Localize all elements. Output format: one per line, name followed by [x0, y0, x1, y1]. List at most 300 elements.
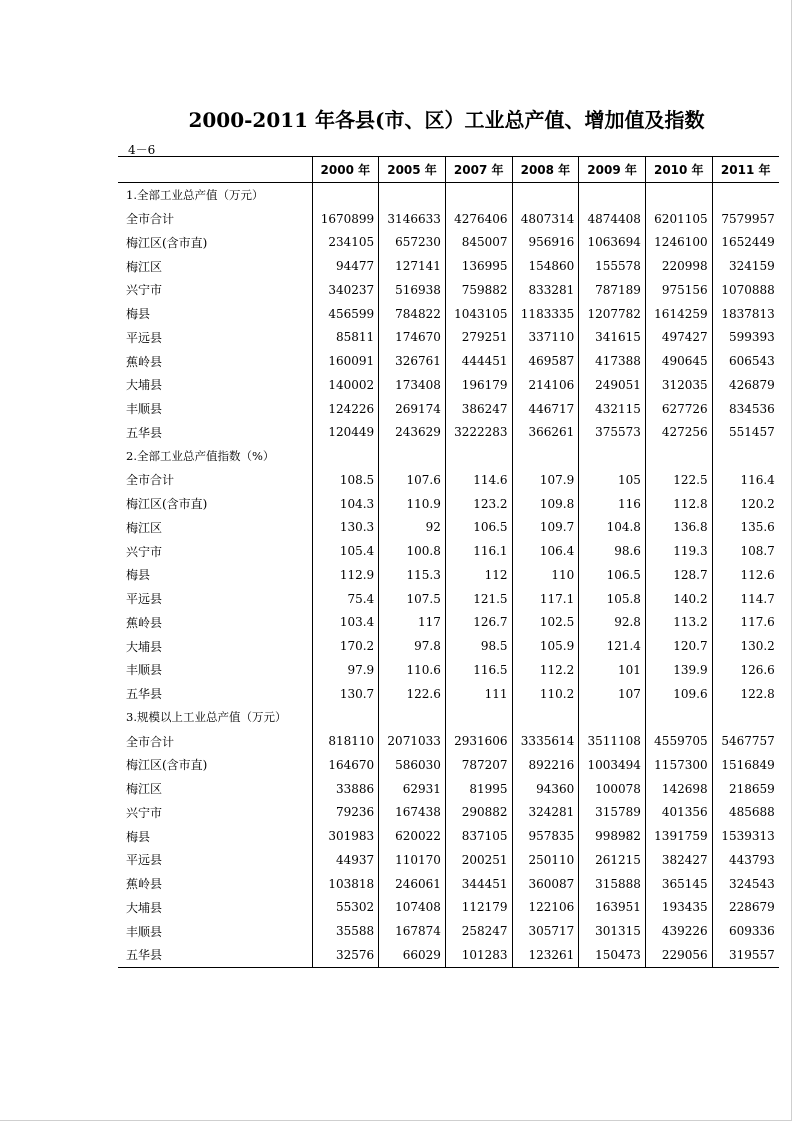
value-cell: 326761: [379, 349, 446, 373]
value-cell: 3511108: [579, 729, 646, 753]
header-year-cell: 2011 年: [712, 157, 779, 183]
empty-cell: [379, 444, 446, 468]
row-label: 梅县: [126, 307, 151, 322]
row-label: 梅江区: [126, 259, 163, 274]
value-cell: 110.9: [379, 492, 446, 516]
row-label: 大埔县: [126, 639, 163, 654]
table-row: [118, 231, 779, 255]
value-cell: 33886: [312, 777, 379, 801]
value-cell: 220998: [645, 254, 712, 278]
row-label: 梅江区(含市直): [126, 758, 208, 773]
value-cell: 121.5: [445, 587, 512, 611]
value-cell: 139.9: [645, 658, 712, 682]
empty-cell: [379, 706, 446, 730]
value-cell: 7579957: [712, 207, 779, 231]
value-cell: 55302: [312, 896, 379, 920]
value-cell: 243629: [379, 421, 446, 445]
value-cell: 4276406: [445, 207, 512, 231]
value-cell: 128.7: [645, 563, 712, 587]
value-cell: 167438: [379, 801, 446, 825]
value-cell: 100.8: [379, 539, 446, 563]
value-cell: 140002: [312, 373, 379, 397]
value-cell: 112.2: [512, 658, 579, 682]
value-cell: 97.9: [312, 658, 379, 682]
row-label: 丰顺县: [126, 924, 163, 939]
value-cell: 1207782: [579, 302, 646, 326]
value-cell: 122.5: [645, 468, 712, 492]
section-heading: 3.规模以上工业总产值（万元）: [126, 710, 287, 725]
value-cell: 117.1: [512, 587, 579, 611]
value-cell: 150473: [579, 943, 646, 967]
value-cell: 101: [579, 658, 646, 682]
value-cell: 123261: [512, 943, 579, 967]
empty-cell: [445, 444, 512, 468]
value-cell: 112.9: [312, 563, 379, 587]
value-cell: 324543: [712, 872, 779, 896]
value-cell: 417388: [579, 349, 646, 373]
value-cell: 170.2: [312, 634, 379, 658]
value-cell: 97.8: [379, 634, 446, 658]
value-cell: 386247: [445, 397, 512, 421]
value-cell: 234105: [312, 231, 379, 255]
empty-cell: [645, 706, 712, 730]
value-cell: 469587: [512, 349, 579, 373]
value-cell: 787207: [445, 753, 512, 777]
value-cell: 366261: [512, 421, 579, 445]
header-year-cell: 2008 年: [512, 157, 579, 183]
value-cell: 1516849: [712, 753, 779, 777]
table-header: [118, 157, 779, 183]
header-year-cell: 2009 年: [579, 157, 646, 183]
value-cell: 427256: [645, 421, 712, 445]
value-cell: 957835: [512, 824, 579, 848]
empty-cell: [579, 183, 646, 207]
table-row: [118, 349, 779, 373]
value-cell: 5467757: [712, 729, 779, 753]
value-cell: 106.4: [512, 539, 579, 563]
empty-cell: [445, 706, 512, 730]
value-cell: 130.3: [312, 516, 379, 540]
empty-cell: [712, 183, 779, 207]
value-cell: 106.5: [445, 516, 512, 540]
value-cell: 103.4: [312, 611, 379, 635]
value-cell: 109.8: [512, 492, 579, 516]
value-cell: 110.2: [512, 682, 579, 706]
value-cell: 4559705: [645, 729, 712, 753]
table-row: [118, 516, 779, 540]
value-cell: 110170: [379, 848, 446, 872]
header-label-cell: [118, 157, 312, 183]
value-cell: 290882: [445, 801, 512, 825]
row-label: 五华县: [118, 943, 312, 967]
empty-cell: [579, 444, 646, 468]
table-row: [118, 824, 779, 848]
value-cell: 109.7: [512, 516, 579, 540]
row-label: 梅江区(含市直): [126, 497, 208, 512]
row-label: 全市合计: [126, 473, 175, 488]
value-cell: 845007: [445, 231, 512, 255]
table-row: [118, 634, 779, 658]
value-cell: 341615: [579, 326, 646, 350]
table-row: [118, 373, 779, 397]
value-cell: 787189: [579, 278, 646, 302]
value-cell: 1043105: [445, 302, 512, 326]
value-cell: 107408: [379, 896, 446, 920]
value-cell: 107: [579, 682, 646, 706]
value-cell: 490645: [645, 349, 712, 373]
value-cell: 446717: [512, 397, 579, 421]
empty-cell: [312, 183, 379, 207]
value-cell: 360087: [512, 872, 579, 896]
value-cell: 229056: [645, 943, 712, 967]
value-cell: 112179: [445, 896, 512, 920]
value-cell: 109.6: [645, 682, 712, 706]
value-cell: 105: [579, 468, 646, 492]
value-cell: 315789: [579, 801, 646, 825]
value-cell: 112.6: [712, 563, 779, 587]
value-cell: 160091: [312, 349, 379, 373]
value-cell: 1670899: [312, 207, 379, 231]
row-label: 平远县: [126, 853, 163, 868]
value-cell: 837105: [445, 824, 512, 848]
table-row: [118, 848, 779, 872]
value-cell: 784822: [379, 302, 446, 326]
row-label: 全市合计: [126, 212, 175, 227]
value-cell: 119.3: [645, 539, 712, 563]
value-cell: 375573: [579, 421, 646, 445]
value-cell: 108.7: [712, 539, 779, 563]
table-row: [118, 729, 779, 753]
header-year-cell: 2005 年: [379, 157, 446, 183]
empty-cell: [379, 183, 446, 207]
value-cell: 1391759: [645, 824, 712, 848]
value-cell: 975156: [645, 278, 712, 302]
value-cell: 105.8: [579, 587, 646, 611]
value-cell: 324281: [512, 801, 579, 825]
value-cell: 115.3: [379, 563, 446, 587]
value-cell: 200251: [445, 848, 512, 872]
value-cell: 261215: [579, 848, 646, 872]
value-cell: 485688: [712, 801, 779, 825]
table-row: [118, 492, 779, 516]
value-cell: 586030: [379, 753, 446, 777]
value-cell: 163951: [579, 896, 646, 920]
value-cell: 4807314: [512, 207, 579, 231]
table-row: [118, 563, 779, 587]
table-code: 4－6: [128, 143, 156, 157]
value-cell: 136995: [445, 254, 512, 278]
value-cell: 114.6: [445, 468, 512, 492]
value-cell: 1063694: [579, 231, 646, 255]
table-row: [118, 397, 779, 421]
value-cell: 4874408: [579, 207, 646, 231]
value-cell: 107.9: [512, 468, 579, 492]
value-cell: 246061: [379, 872, 446, 896]
value-cell: 62931: [379, 777, 446, 801]
row-label: 蕉岭县: [126, 615, 163, 630]
value-cell: 116.4: [712, 468, 779, 492]
empty-cell: [712, 706, 779, 730]
value-cell: 301983: [312, 824, 379, 848]
value-cell: 120449: [312, 421, 379, 445]
value-cell: 135.6: [712, 516, 779, 540]
value-cell: 140.2: [645, 587, 712, 611]
value-cell: 108.5: [312, 468, 379, 492]
value-cell: 105.4: [312, 539, 379, 563]
value-cell: 130.2: [712, 634, 779, 658]
value-cell: 627726: [645, 397, 712, 421]
value-cell: 142698: [645, 777, 712, 801]
value-cell: 85811: [312, 326, 379, 350]
table-row: [118, 943, 779, 967]
value-cell: 94360: [512, 777, 579, 801]
empty-cell: [512, 183, 579, 207]
value-cell: 127141: [379, 254, 446, 278]
value-cell: 44937: [312, 848, 379, 872]
value-cell: 100078: [579, 777, 646, 801]
header-year-cell: 2007 年: [445, 157, 512, 183]
table-row: [118, 658, 779, 682]
value-cell: 122.6: [379, 682, 446, 706]
value-cell: 1652449: [712, 231, 779, 255]
value-cell: 107.5: [379, 587, 446, 611]
value-cell: 117.6: [712, 611, 779, 635]
value-cell: 1539313: [712, 824, 779, 848]
row-label: 大埔县: [126, 378, 163, 393]
value-cell: 113.2: [645, 611, 712, 635]
table-row: [118, 896, 779, 920]
empty-cell: [579, 706, 646, 730]
row-label: 兴宁市: [126, 544, 163, 559]
value-cell: 324159: [712, 254, 779, 278]
value-cell: 117: [379, 611, 446, 635]
value-cell: 1183335: [512, 302, 579, 326]
value-cell: 834536: [712, 397, 779, 421]
value-cell: 657230: [379, 231, 446, 255]
row-label: 蕉岭县: [126, 354, 163, 369]
row-label: 丰顺县: [126, 402, 163, 417]
row-label: 五华县: [126, 687, 163, 702]
row-label: 梅县: [126, 568, 151, 583]
table-row: [118, 753, 779, 777]
value-cell: 66029: [379, 943, 446, 967]
row-label: 梅江区(含市直): [126, 235, 208, 250]
value-cell: 126.7: [445, 611, 512, 635]
value-cell: 426879: [712, 373, 779, 397]
value-cell: 164670: [312, 753, 379, 777]
value-cell: 497427: [645, 326, 712, 350]
row-label: 全市合计: [126, 734, 175, 749]
empty-cell: [512, 706, 579, 730]
value-cell: 443793: [712, 848, 779, 872]
table-row: [118, 207, 779, 231]
value-cell: 1003494: [579, 753, 646, 777]
value-cell: 401356: [645, 801, 712, 825]
row-label: 平远县: [126, 330, 163, 345]
value-cell: 1070888: [712, 278, 779, 302]
statistics-table: [118, 156, 779, 968]
empty-cell: [445, 183, 512, 207]
table-row: [118, 611, 779, 635]
section-heading: 1.全部工业总产值（万元）: [126, 187, 264, 202]
value-cell: 130.7: [312, 682, 379, 706]
value-cell: 104.8: [579, 516, 646, 540]
value-cell: 121.4: [579, 634, 646, 658]
value-cell: 250110: [512, 848, 579, 872]
value-cell: 101283: [445, 943, 512, 967]
value-cell: 75.4: [312, 587, 379, 611]
value-cell: 340237: [312, 278, 379, 302]
value-cell: 196179: [445, 373, 512, 397]
value-cell: 1837813: [712, 302, 779, 326]
value-cell: 116.1: [445, 539, 512, 563]
value-cell: 382427: [645, 848, 712, 872]
table-row: [118, 468, 779, 492]
row-label: 丰顺县: [126, 663, 163, 678]
table-row: [118, 587, 779, 611]
table-row: [118, 872, 779, 896]
value-cell: 818110: [312, 729, 379, 753]
value-cell: 1614259: [645, 302, 712, 326]
value-cell: 155578: [579, 254, 646, 278]
table-row: [118, 801, 779, 825]
page-title: 2000-2011 年各县(市、区）工业总产值、增加值及指数: [188, 108, 705, 132]
header-year-cell: 2000 年: [312, 157, 379, 183]
section-heading-row: [118, 706, 779, 730]
value-cell: 32576: [312, 943, 379, 967]
value-cell: 258247: [445, 919, 512, 943]
value-cell: 193435: [645, 896, 712, 920]
value-cell: 79236: [312, 801, 379, 825]
value-cell: 154860: [512, 254, 579, 278]
value-cell: 92.8: [579, 611, 646, 635]
value-cell: 120.7: [645, 634, 712, 658]
value-cell: 319557: [712, 943, 779, 967]
value-cell: 112: [445, 563, 512, 587]
value-cell: 116: [579, 492, 646, 516]
table-row: [118, 302, 779, 326]
value-cell: 110: [512, 563, 579, 587]
value-cell: 606543: [712, 349, 779, 373]
table-row: [118, 919, 779, 943]
value-cell: 337110: [512, 326, 579, 350]
row-label: 梅江区: [126, 782, 163, 797]
table-row: [118, 278, 779, 302]
value-cell: 122106: [512, 896, 579, 920]
value-cell: 1246100: [645, 231, 712, 255]
value-cell: 124226: [312, 397, 379, 421]
value-cell: 218659: [712, 777, 779, 801]
value-cell: 98.6: [579, 539, 646, 563]
value-cell: 444451: [445, 349, 512, 373]
value-cell: 104.3: [312, 492, 379, 516]
value-cell: 111: [445, 682, 512, 706]
header-row: [118, 157, 779, 183]
value-cell: 35588: [312, 919, 379, 943]
section-heading-row: [118, 183, 779, 207]
value-cell: 956916: [512, 231, 579, 255]
value-cell: 3335614: [512, 729, 579, 753]
value-cell: 167874: [379, 919, 446, 943]
value-cell: 439226: [645, 919, 712, 943]
value-cell: 3222283: [445, 421, 512, 445]
value-cell: 269174: [379, 397, 446, 421]
value-cell: 2931606: [445, 729, 512, 753]
value-cell: 2071033: [379, 729, 446, 753]
table-row: [118, 539, 779, 563]
value-cell: 315888: [579, 872, 646, 896]
row-label: 梅县: [126, 829, 151, 844]
value-cell: 551457: [712, 421, 779, 445]
table-body: [118, 183, 779, 968]
empty-cell: [312, 444, 379, 468]
value-cell: 116.5: [445, 658, 512, 682]
value-cell: 892216: [512, 753, 579, 777]
value-cell: 114.7: [712, 587, 779, 611]
value-cell: 249051: [579, 373, 646, 397]
row-label: 兴宁市: [126, 805, 163, 820]
value-cell: 110.6: [379, 658, 446, 682]
value-cell: 279251: [445, 326, 512, 350]
value-cell: 599393: [712, 326, 779, 350]
value-cell: 120.2: [712, 492, 779, 516]
value-cell: 81995: [445, 777, 512, 801]
row-label: 梅江区: [126, 520, 163, 535]
value-cell: 432115: [579, 397, 646, 421]
value-cell: 174670: [379, 326, 446, 350]
table-row: [118, 682, 779, 706]
value-cell: 305717: [512, 919, 579, 943]
empty-cell: [712, 444, 779, 468]
value-cell: 833281: [512, 278, 579, 302]
empty-cell: [312, 706, 379, 730]
section-heading-row: [118, 444, 779, 468]
value-cell: 365145: [645, 872, 712, 896]
value-cell: 214106: [512, 373, 579, 397]
table-row: [118, 254, 779, 278]
value-cell: 103818: [312, 872, 379, 896]
value-cell: 126.6: [712, 658, 779, 682]
value-cell: 609336: [712, 919, 779, 943]
row-label: 兴宁市: [126, 283, 163, 298]
value-cell: 94477: [312, 254, 379, 278]
value-cell: 344451: [445, 872, 512, 896]
table-row: [118, 326, 779, 350]
value-cell: 173408: [379, 373, 446, 397]
row-label: 五华县: [126, 425, 163, 440]
value-cell: 102.5: [512, 611, 579, 635]
value-cell: 620022: [379, 824, 446, 848]
value-cell: 136.8: [645, 516, 712, 540]
value-cell: 3146633: [379, 207, 446, 231]
value-cell: 759882: [445, 278, 512, 302]
empty-cell: [512, 444, 579, 468]
value-cell: 456599: [312, 302, 379, 326]
value-cell: 516938: [379, 278, 446, 302]
value-cell: 106.5: [579, 563, 646, 587]
value-cell: 92: [379, 516, 446, 540]
section-heading: 2.全部工业总产值指数（%）: [126, 449, 275, 464]
value-cell: 123.2: [445, 492, 512, 516]
row-label: 大埔县: [126, 900, 163, 915]
header-year-cell: 2010 年: [645, 157, 712, 183]
empty-cell: [645, 444, 712, 468]
row-label: 蕉岭县: [126, 877, 163, 892]
value-cell: 112.8: [645, 492, 712, 516]
value-cell: 312035: [645, 373, 712, 397]
value-cell: 122.8: [712, 682, 779, 706]
value-cell: 228679: [712, 896, 779, 920]
